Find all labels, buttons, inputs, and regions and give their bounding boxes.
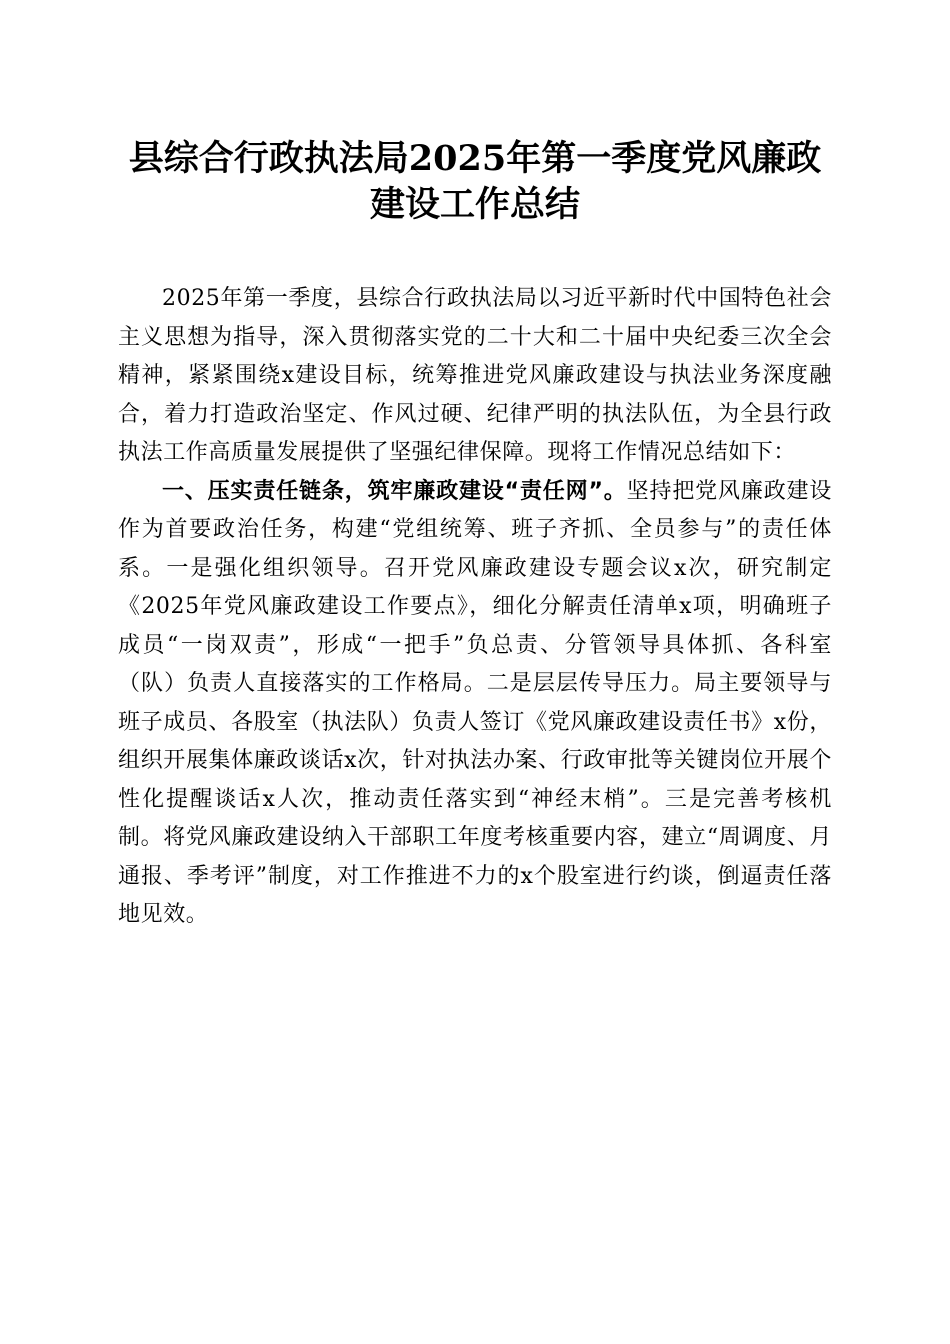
title-line-2: 建设工作总结 (369, 184, 580, 225)
section-1-body: 坚持把党风廉政建设作为首要政治任务，构建“党组统筹、班子齐抓、全员参与”的责任体系。一是强化组织领导。召开党风廉政建设专题会议x次，研究制定《2025年党风廉政建设工作要点》，细化分解责任清单x项，明确班子成员“一岗双责”，形成“一把手”负总责、分管领导具体抓、各科室（队）负责人直接落实的工作格局。二是层层传导压力。局主要领导与班子成员、各股室（执法队）负责人签订《党风廉政建设责任书》x份，组织开展集体廉政谈话x次，针对执法办案、行政审批等关键岗位开展个性化提醒谈话x人次，推动责任落实到“神经末梢”。三是完善考核机制。将党风廉政建设纳入干部职工年度考核重要内容，建立“周调度、月通报、季考评”制度，对工作推进不力的x个股室进行约谈，倒逼责任落地见效。 (118, 478, 832, 927)
section-1-paragraph (118, 473, 832, 935)
intro-paragraph: 2025年第一季度，县综合行政执法局以习近平新时代中国特色社会主义思想为指导，深入贯彻落实党的二十大和二十届中央纪委三次全会精神，紧紧围绕x建设目标，统筹推进党风廉政建设与执法业务深度融合，着力打造政治坚定、作风过硬、纪律严明的执法队伍，为全县行政执法工作高质量发展提供了坚强纪律保障。现将工作情况总结如下： (118, 286, 832, 465)
section-1-heading: 一、压实责任链条，筑牢廉政建设“责任网”。 (162, 478, 627, 504)
title-line-1: 县综合行政执法局2025年第一季度党风廉政 (128, 138, 822, 179)
document-body (118, 280, 832, 935)
document-title (0, 136, 950, 228)
